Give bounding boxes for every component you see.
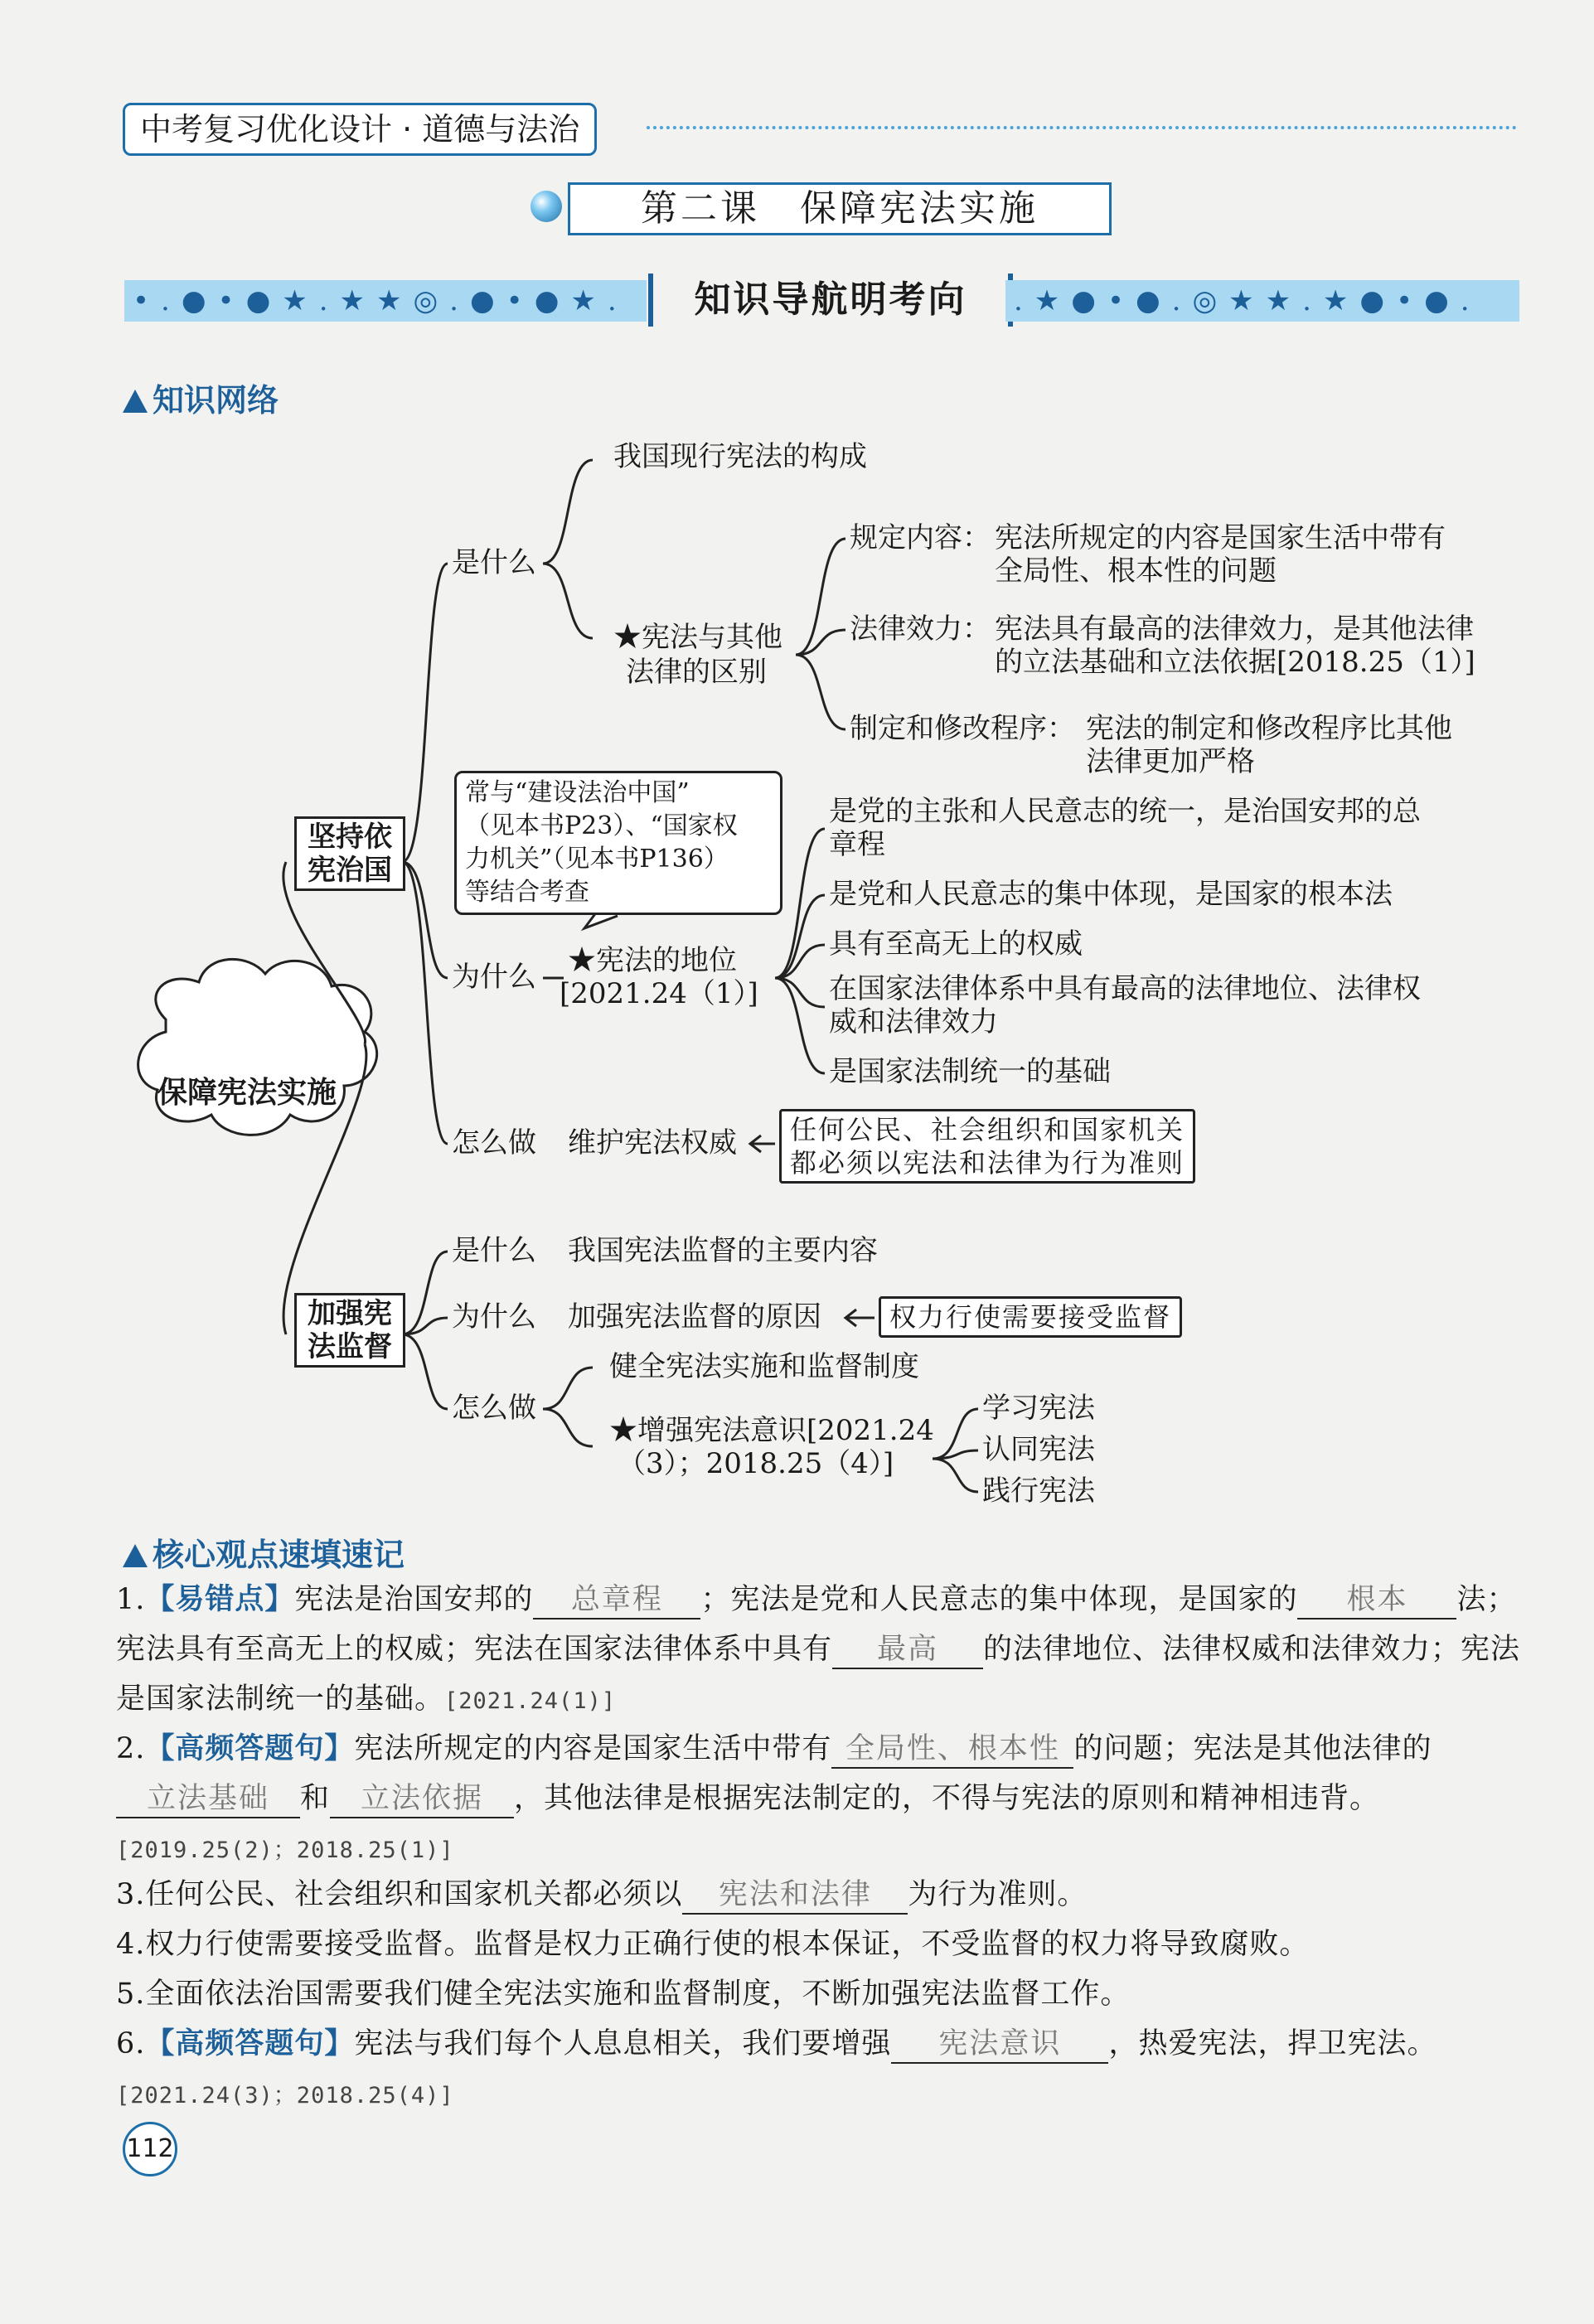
b1-why-r1-line2: 章程: [829, 828, 885, 861]
section-heading-core-text: 核心观点速填速记: [153, 1537, 405, 1573]
b1-how-item: 维护宪法权威: [568, 1126, 737, 1160]
b1-why-center-line1: ★宪法的地位: [568, 944, 737, 977]
kp3-num: 3.: [116, 1878, 146, 1911]
b1-what-item2-line1: ★宪法与其他: [613, 621, 782, 654]
callout-line3: 力机关”（见本书P136）: [465, 845, 729, 874]
kp1-blank2: 根本: [1297, 1581, 1456, 1620]
kp3-blank1: 宪法和法律: [682, 1876, 908, 1915]
b1-why-r5: 是国家法制统一的基础: [829, 1055, 1111, 1088]
section-banner-title: 知识导航明考向: [648, 274, 1013, 327]
b2-how-item2-line2: （3）；2018.25（4）]: [618, 1447, 894, 1480]
b1-sub3-line2: 法律更加严格: [1086, 745, 1255, 778]
kp6-t2: ，热爱宪法，捍卫宪法。: [1108, 2027, 1437, 2060]
keypoint-2: [116, 1724, 1525, 1876]
page-number: 112: [123, 2122, 177, 2176]
kp2-t4: ，其他法律是根据宪法制定的，不得与宪法的原则和精神相违背。: [514, 1782, 1380, 1815]
keypoint-1: [116, 1575, 1525, 1726]
kp6-ref: [2021.24(3)；2018.25(4)]: [116, 2083, 454, 2109]
kp2-t2: 的问题；宪法是其他法律的: [1073, 1732, 1432, 1765]
kp1-t2: ；宪法是党和人民意志的集中体现，是国家的: [700, 1583, 1298, 1616]
branch-label-strengthen-supervision-text: 加强宪法监督: [308, 1297, 392, 1363]
kp5-num: 5.: [116, 1978, 146, 2011]
b1-how-note: [779, 1109, 1195, 1184]
b2-how-sub2: 认同宪法: [982, 1433, 1095, 1466]
lesson-title: 第二课 保障宪法实施: [568, 182, 1112, 235]
b2-how-label: 怎么做: [452, 1392, 536, 1425]
b1-what-item1: 我国现行宪法的构成: [613, 440, 867, 473]
kp3-t1: 任何公民、社会组织和国家机关都必须以: [145, 1878, 683, 1911]
b2-why-note: 权力行使需要接受监督: [879, 1296, 1182, 1338]
kp5-t1: 全面依法治国需要我们健全宪法实施和监督制度，不断加强宪法监督工作。: [145, 1978, 1131, 2011]
book-title: 中考复习优化设计 · 道德与法治: [123, 103, 597, 156]
b1-what-label: 是什么: [452, 546, 536, 579]
b1-sub3-label: 制定和修改程序：: [850, 712, 1075, 745]
kp2-ref: [2019.25(2)；2018.25(1)]: [116, 1837, 454, 1863]
kp2-t1: 宪法所规定的内容是国家生活中带有: [354, 1732, 832, 1765]
kp1-t4: 的法律地位、法律权威和法律效力；宪法是国家法制统一的基础。: [116, 1633, 1521, 1716]
branch-label-strengthen-supervision: [294, 1293, 405, 1368]
kp1-num: 1.: [116, 1583, 146, 1616]
kp2-blank2: 立法基础: [116, 1780, 300, 1818]
b1-sub2-label: 法律效力：: [850, 612, 991, 646]
kp2-blank3: 立法依据: [330, 1780, 514, 1818]
b1-why-label: 为什么: [452, 961, 536, 994]
b2-what-item: 我国宪法监督的主要内容: [568, 1234, 878, 1267]
b1-sub2-line2: 的立法基础和立法依据[2018.25（1）]: [995, 646, 1475, 679]
exam-tip-callout: [454, 771, 782, 915]
kp6-tag: 【高频答题句】: [145, 2027, 355, 2060]
banner-deco-right-text: .★●•●.◎★★.★●•●.: [1014, 284, 1481, 317]
kp1-tag: 【易错点】: [145, 1583, 295, 1616]
b1-sub3-line1: 宪法的制定和修改程序比其他: [1086, 712, 1452, 745]
kp3-t2: 为行为准则。: [908, 1878, 1088, 1911]
b1-why-center-line2: [2021.24（1）]: [560, 977, 758, 1010]
branch-label-uphold-constitution-text: 坚持依宪治国: [308, 821, 392, 887]
section-heading-network-text: 知识网络: [153, 382, 279, 419]
mindmap-root: 保障宪法实施: [157, 1076, 337, 1110]
keypoint-5: [116, 1969, 1525, 2019]
b1-how-label: 怎么做: [452, 1126, 536, 1160]
b1-how-note-line1: 任何公民、社会组织和国家机关: [790, 1114, 1185, 1145]
kp2-tag: 【高频答题句】: [145, 1732, 355, 1765]
b1-why-r3: 具有至高无上的权威: [829, 927, 1083, 961]
kp6-num: 6.: [116, 2027, 146, 2060]
b1-why-r4-line1: 在国家法律体系中具有最高的法律地位、法律权: [829, 972, 1421, 1005]
kp6-blank1: 宪法意识: [891, 2026, 1108, 2064]
kp1-blank1: 总章程: [533, 1581, 700, 1620]
callout-line2: （见本书P23）、“国家权: [465, 811, 738, 840]
kp1-blank3: 最高: [832, 1631, 983, 1669]
kp2-blank1: 全局性、根本性: [831, 1731, 1073, 1769]
kp4-t1: 权力行使需要接受监督。监督是权力正确行使的根本保证，不受监督的权力将导致腐败。: [145, 1928, 1310, 1961]
b2-how-item2-line1: ★增强宪法意识[2021.24: [609, 1414, 934, 1447]
b1-sub1-line2: 全局性、根本性的问题: [995, 554, 1277, 588]
callout-line1: 常与“建设法治中国”: [465, 778, 690, 807]
b1-sub2-line1: 宪法具有最高的法律效力，是其他法律: [995, 612, 1474, 646]
branch-label-uphold-constitution: [294, 816, 405, 891]
b2-why-label: 为什么: [452, 1300, 536, 1334]
b2-how-sub3: 践行宪法: [982, 1474, 1095, 1508]
triangle-icon: [123, 1544, 148, 1567]
b1-sub1-label: 规定内容：: [850, 521, 991, 554]
kp2-t3: 和: [300, 1782, 331, 1815]
b1-what-item2-line2: 法律的区别: [626, 656, 767, 689]
kp1-t3: 法；宪法具有至高无上的权威；宪法在国家法律体系中具有: [116, 1583, 1517, 1666]
callout-line4: 等结合考查: [465, 878, 589, 907]
kp6-t1: 宪法与我们每个人息息相关，我们要增强: [354, 2027, 892, 2060]
b1-why-r1-line1: 是党的主张和人民意志的统一，是治国安邦的总: [829, 795, 1421, 828]
b2-why-item: 加强宪法监督的原因: [568, 1300, 821, 1334]
keypoint-4: [116, 1920, 1525, 1969]
keypoint-6: [116, 2019, 1525, 2121]
kp1-ref: [2021.24(1)]: [444, 1688, 617, 1714]
kp4-num: 4.: [116, 1928, 146, 1961]
section-heading-core: [123, 1529, 405, 1575]
kp1-t1: 宪法是治国安邦的: [294, 1583, 534, 1616]
kp2-num: 2.: [116, 1732, 146, 1765]
b2-what-label: 是什么: [452, 1234, 536, 1267]
keypoint-3: [116, 1870, 1525, 1920]
banner-deco-left-text: •.●•●★.★★◎.●•●★.: [133, 284, 628, 317]
b1-sub1-line1: 宪法所规定的内容是国家生活中带有: [995, 521, 1446, 554]
b2-how-sub1: 学习宪法: [982, 1392, 1095, 1425]
b1-why-r4-line2: 威和法律效力: [829, 1005, 998, 1039]
b1-why-r2: 是党和人民意志的集中体现，是国家的根本法: [829, 878, 1393, 911]
b1-how-note-line2: 都必须以宪法和法律为行为准则: [790, 1147, 1185, 1179]
b2-how-item1: 健全宪法实施和监督制度: [609, 1350, 919, 1383]
